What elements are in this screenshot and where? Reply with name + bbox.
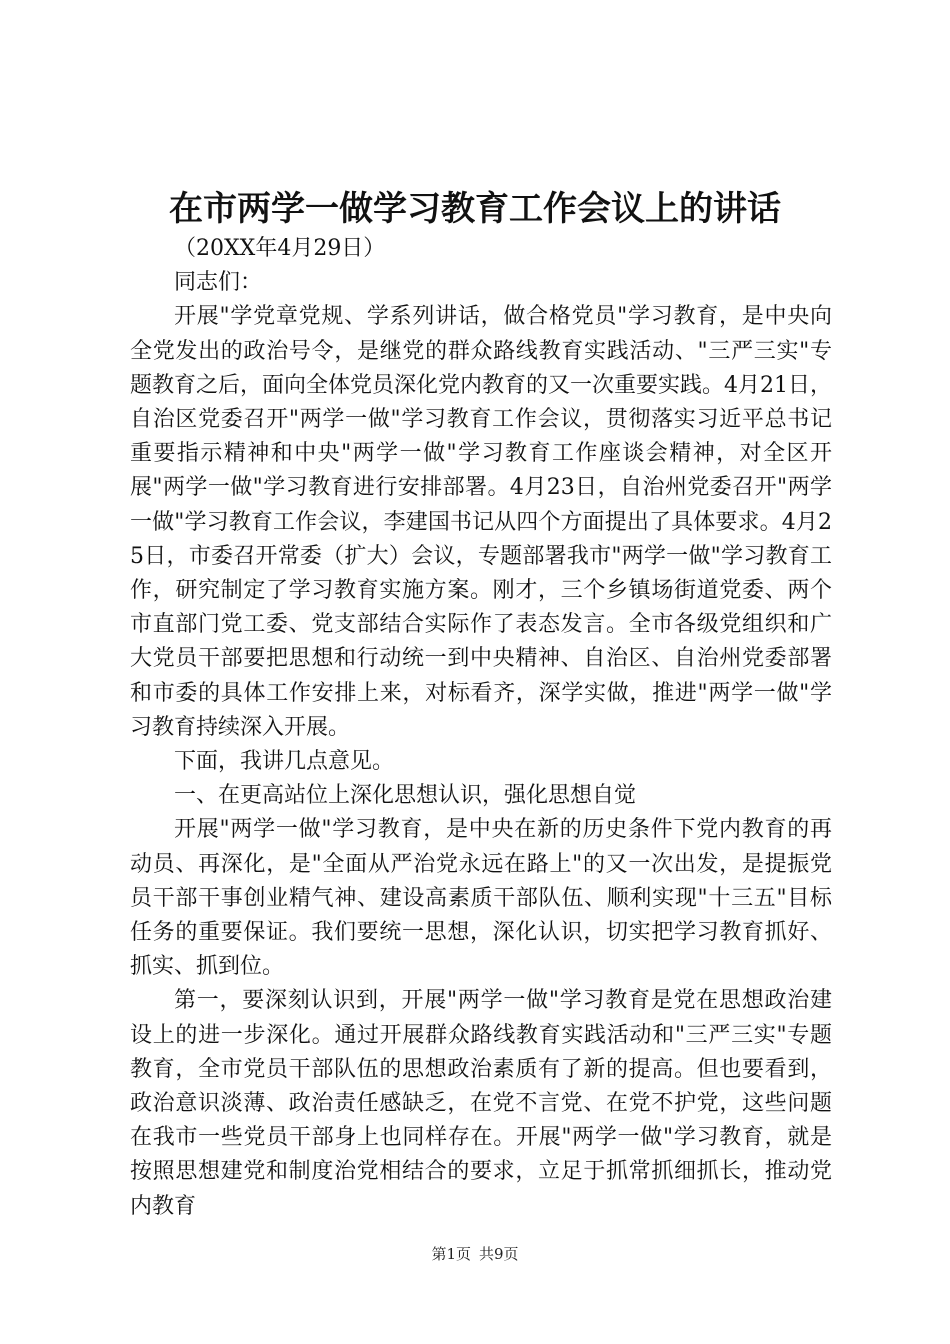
date-line: （20XX年4月29日）: [174, 236, 386, 261]
document-body: [130, 232, 832, 1224]
body-paragraph: 下面，我讲几点意见。: [174, 749, 395, 775]
body-paragraph: 开展"两学一做"学习教育，是中央在新的历史条件下党内教育的再动员、再深化，是"全面从严治党永远在路上"的又一次出发，是提振党员干部干事创业精气神、建设高素质干部队伍、顺利实现"十三五"目标任务的重要保证。我们要统一思想，深化认识，切实把学习教育抓好、抓实、抓到位。: [130, 817, 832, 980]
page-footer: [0, 1244, 950, 1264]
document-title: 在市两学一做学习教育工作会议上的讲话: [169, 189, 781, 229]
page-number: 第1页: [431, 1245, 471, 1263]
page-total: 共9页: [479, 1245, 519, 1263]
section-heading: 一、在更高站位上深化思想认识，强化思想自觉: [174, 783, 637, 809]
body-paragraph: 开展"学党章党规、学系列讲话，做合格党员"学习教育，是中央向全党发出的政治号令，是继党的群众路线教育实践活动、"三严三实"专题教育之后，面向全体党员深化党内教育的又一次重要实践。4月21日，自治区党委召开"两学一做"学习教育工作会议，贯彻落实习近平总书记重要指示精神和中央"两学一做"学习教育工作座谈会精神，对全区开展"两学一做"学习教育进行安排部署。4月23日，自治州党委召开"两学一做"学习教育工作会议，李建国书记从四个方面提出了具体要求。4月25日，市委召开常委（扩大）会议，专题部署我市"两学一做"学习教育工作，研究制定了学习教育实施方案。刚才，三个乡镇场街道党委、两个市直部门党工委、党支部结合实际作了表态发言。全市各级党组织和广大党员干部要把思想和行动统一到中央精神、自治区、自治州党委部署和市委的具体工作安排上来，对标看齐，深学实做，推进"两学一做"学习教育持续深入开展。: [130, 304, 832, 740]
salutation: 同志们：: [174, 270, 263, 296]
body-paragraph: 第一，要深刻认识到，开展"两学一做"学习教育是党在思想政治建设上的进一步深化。通过开展群众路线教育实践活动和"三严三实"专题教育，全市党员干部队伍的思想政治素质有了新的提高。但也要看到，政治意识淡薄、政治责任感缺乏，在党不言党、在党不护党，这些问题在我市一些党员干部身上也同样存在。开展"两学一做"学习教育，就是按照思想建党和制度治党相结合的要求，立足于抓常抓细抓长，推动党内教育: [130, 988, 832, 1219]
